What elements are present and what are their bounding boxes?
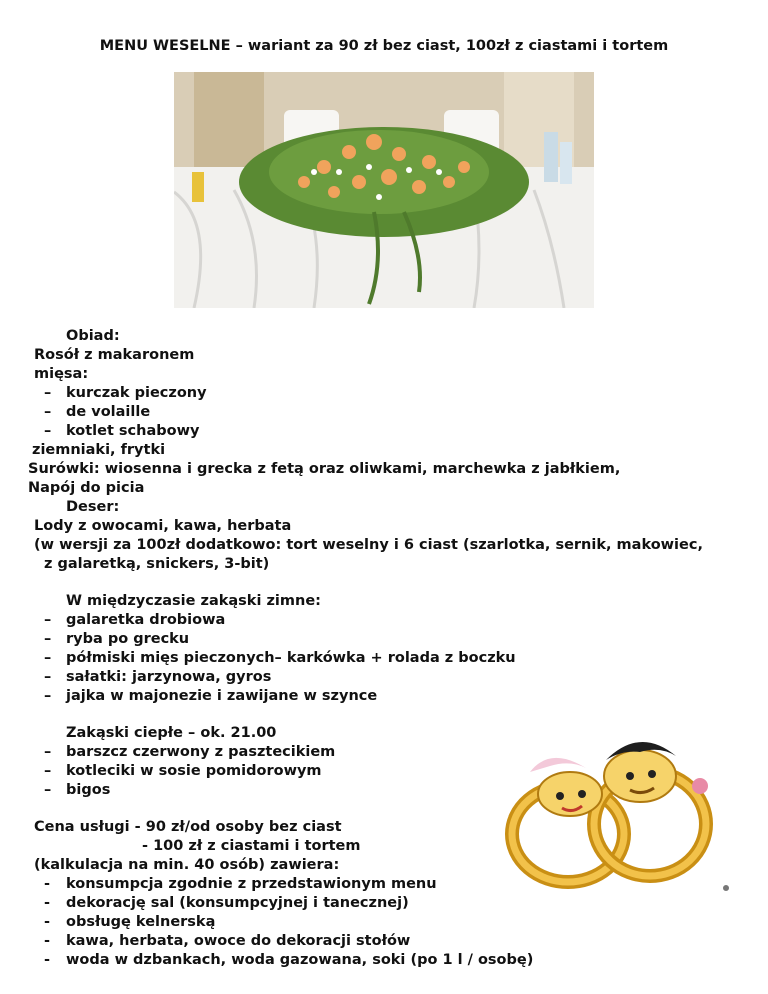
list-item: – sałatki: jarzynowa, gyros (44, 669, 272, 685)
list-item: – de volaille (44, 404, 151, 420)
deser-line: (w wersji za 100zł dodatkowo: tort weselny i 6 ciast (szarlotka, sernik, makowiec, (34, 537, 703, 553)
table-flower-photo (174, 72, 594, 308)
hot-heading: Zakąski ciepłe – ok. 21.00 (66, 725, 277, 741)
list-item: – kotlet schabowy (44, 423, 200, 439)
page-title: MENU WESELNE – wariant za 90 zł bez ciast, 100zł z ciastami i tortem (99, 38, 669, 54)
list-item: – ryba po grecku (44, 631, 190, 647)
deser-heading: Deser: (66, 499, 120, 515)
wedding-rings-image (490, 716, 730, 894)
list-item: - konsumpcja zgodnie z przedstawionym menu (44, 876, 437, 892)
list-item: - kawa, herbata, owoce do dekoracji stołów (44, 933, 411, 949)
list-item: – galaretka drobiowa (44, 612, 226, 628)
list-item: – jajka w majonezie i zawijane w szynce (44, 688, 378, 704)
list-item: – półmiski mięs pieczonych– karkówka + rolada z boczku (44, 650, 516, 666)
list-item: – kotleciki w sosie pomidorowym (44, 763, 322, 779)
price-line: (kalkulacja na min. 40 osób) zawiera: (34, 857, 340, 873)
cold-heading: W międzyczasie zakąski zimne: (66, 593, 321, 609)
deser-line: Lody z owocami, kawa, herbata (34, 518, 292, 534)
drink-text: Napój do picia (28, 480, 145, 496)
list-item: - woda w dzbankach, woda gazowana, soki (po 1 l / osobę) (44, 952, 534, 968)
obiad-heading: Obiad: (66, 328, 120, 344)
flower-arrangement-image (174, 72, 594, 308)
salads-text: Surówki: wiosenna i grecka z fetą oraz oliwkami, marchewka z jabłkiem, (28, 461, 621, 477)
list-item: – kurczak pieczony (44, 385, 207, 401)
deser-line: z galaretką, snickers, 3-bit) (44, 556, 270, 572)
sides-text: ziemniaki, frytki (32, 442, 166, 458)
price-line: - 100 zł z ciastami i tortem (142, 838, 361, 854)
list-item: – bigos (44, 782, 111, 798)
list-item: – barszcz czerwony z pasztecikiem (44, 744, 336, 760)
list-item: - dekorację sal (konsumpcyjnej i tanecznej) (44, 895, 409, 911)
price-line: Cena usługi - 90 zł/od osoby bez ciast (34, 819, 342, 835)
soup-text: Rosół z makaronem (34, 347, 195, 363)
list-item: - obsługę kelnerską (44, 914, 216, 930)
meats-label: mięsa: (34, 366, 89, 382)
